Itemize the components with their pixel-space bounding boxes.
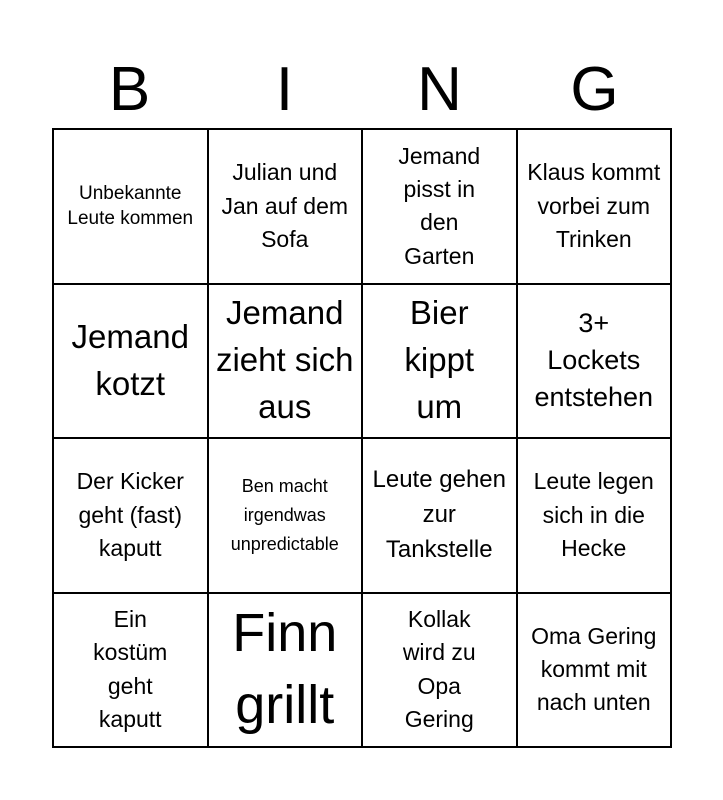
- bingo-cell-text: Leute legen sich in die Hecke: [533, 468, 654, 561]
- bingo-cell[interactable]: [54, 439, 209, 594]
- header-letter-n: N: [417, 55, 462, 124]
- bingo-cell[interactable]: [363, 130, 518, 285]
- bingo-cell[interactable]: [209, 439, 364, 594]
- bingo-cell-text: Jemand zieht sich aus: [215, 294, 354, 426]
- bingo-cell[interactable]: [518, 594, 673, 749]
- bingo-cell-text: Oma Gering kommt mit nach unten: [531, 622, 657, 716]
- bingo-cell-text: Julian und Jan auf dem Sofa: [221, 159, 349, 252]
- bingo-cell[interactable]: [209, 285, 364, 440]
- bingo-cell-text: Ein kostüm geht kaputt: [93, 606, 168, 733]
- bingo-cell-text: Klaus kommt vorbei zum Trinken: [527, 159, 661, 252]
- bingo-cell-text: Kollak wird zu Opa Gering: [402, 606, 476, 733]
- bingo-cell[interactable]: [518, 439, 673, 594]
- bingo-cell[interactable]: [363, 439, 518, 594]
- header-letter-g: G: [570, 55, 619, 124]
- header-letter-i: I: [275, 55, 294, 124]
- bingo-cell[interactable]: [209, 594, 364, 749]
- bingo-cell-text: Bier kippt um: [404, 294, 475, 426]
- bingo-cell-text: Jemand pisst in den Garten: [398, 142, 481, 269]
- bingo-cell[interactable]: [363, 285, 518, 440]
- bingo-cell-text: Ben macht irgendwas unpredictable: [230, 476, 339, 554]
- bingo-cell[interactable]: [54, 594, 209, 749]
- bingo-cell[interactable]: [54, 130, 209, 285]
- bingo-cell-text: Finn grillt: [232, 603, 338, 735]
- bingo-cell-text: Unbekannte Leute kommen: [67, 182, 194, 230]
- bingo-cell-text: 3+ Lockets entstehen: [534, 307, 654, 413]
- bingo-cell-text: Der Kicker geht (fast) kaputt: [76, 468, 184, 561]
- bingo-cell[interactable]: [54, 285, 209, 440]
- bingo-cell[interactable]: [363, 594, 518, 749]
- bingo-cell-text: Jemand kotzt: [71, 317, 189, 402]
- header-letter-b: B: [108, 55, 151, 124]
- bingo-grid: [52, 128, 672, 748]
- bingo-header: [52, 52, 672, 128]
- bingo-cell[interactable]: [518, 285, 673, 440]
- bingo-cell[interactable]: [518, 130, 673, 285]
- bingo-cell-text: Leute gehen zur Tankstelle: [372, 466, 506, 563]
- bingo-cell[interactable]: [209, 130, 364, 285]
